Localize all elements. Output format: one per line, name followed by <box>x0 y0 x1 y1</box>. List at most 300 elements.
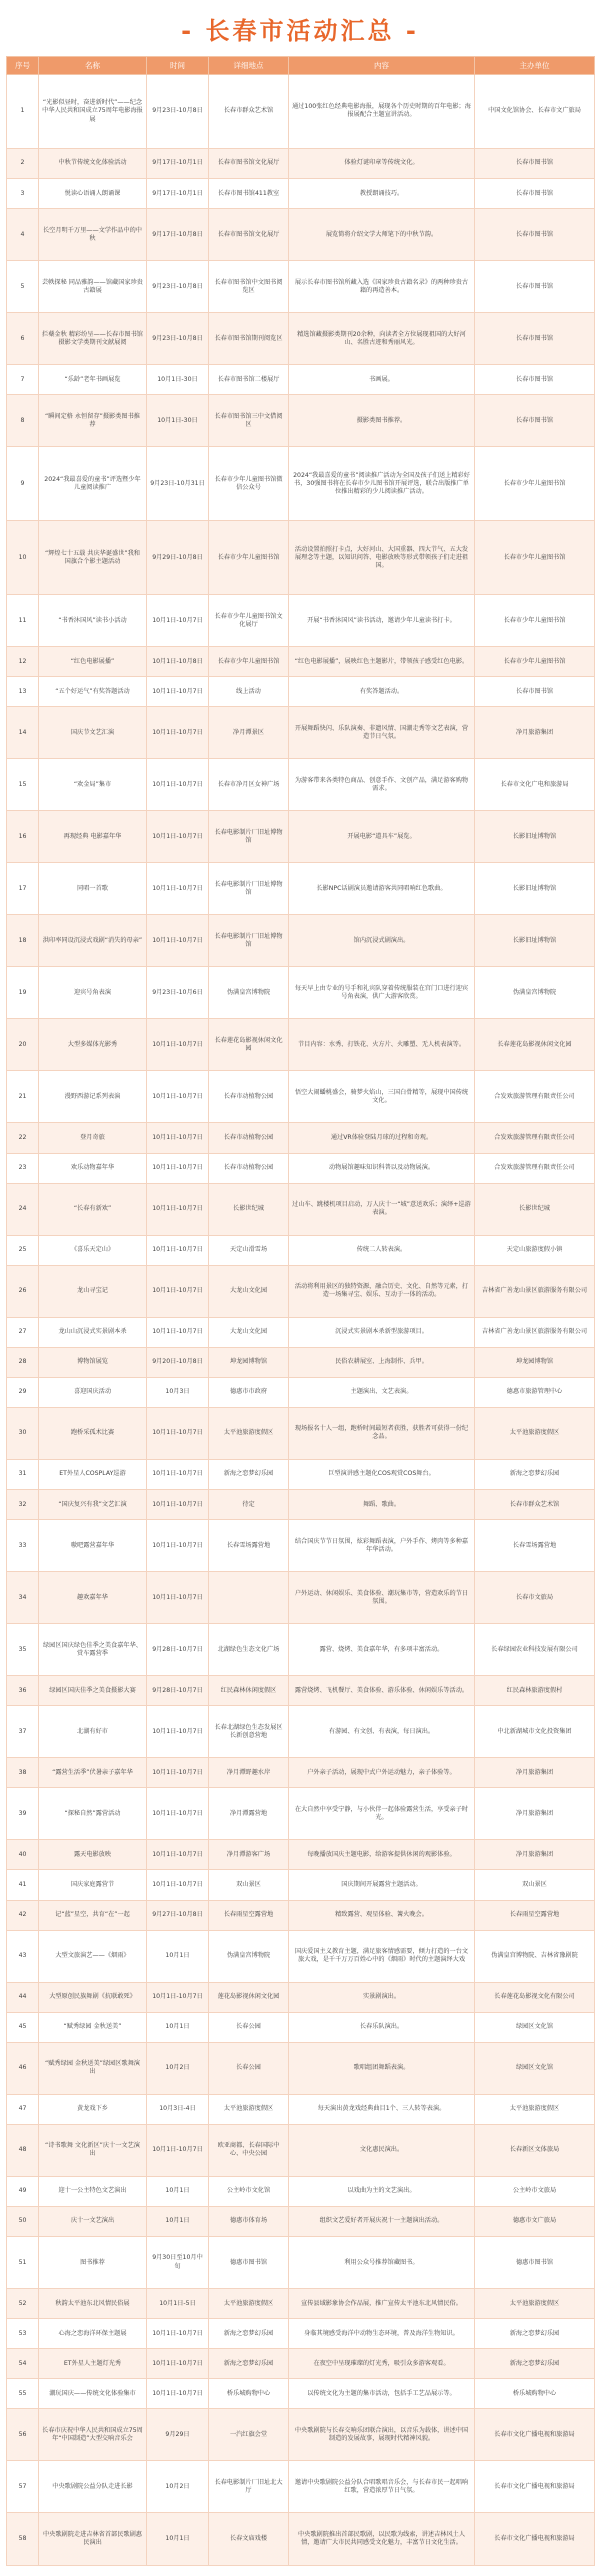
table-row <box>7 2237 595 2289</box>
cell-content: 悟空大闹蟠桃盛会，骑梦火焰山，三国白骨精等，展现中国传统文化。 <box>289 1071 475 1123</box>
cell-content: 每天早上由专业的号手和礼宾队穿着传统服装在宫门口进行迎宾号角表演，供广大游客欣赏。 <box>289 967 475 1019</box>
cell-time: 9月23日-10月6日 <box>147 967 209 1019</box>
cell-name: “露营生活季”伏暑亲子嘉年华 <box>39 1758 147 1788</box>
cell-place: 太平池旅游度假区 <box>209 2094 289 2124</box>
table-row <box>7 1265 595 1317</box>
cell-place: 净月潭露营地 <box>209 1788 289 1840</box>
cell-time: 10月1日-10月7日 <box>147 1019 209 1071</box>
cell-name: 跑桥采孤术比赛 <box>39 1407 147 1459</box>
cell-place: 待定 <box>209 1490 289 1520</box>
cell-org: 长春市图书馆 <box>475 148 595 178</box>
cell-place: 长春市少年儿童图书馆 <box>209 647 289 677</box>
cell-name: 龙山山沉浸式实景剧本杀 <box>39 1317 147 1347</box>
cell-name: 博物馆展览 <box>39 1347 147 1377</box>
cell-time: 10月1日-10月7日 <box>147 1407 209 1459</box>
cell-time: 10月1日-10月7日 <box>147 2124 209 2176</box>
cell-org: 长春市图书馆 <box>475 395 595 447</box>
cell-name: “长春有新欢” <box>39 1183 147 1235</box>
table-row <box>7 1183 595 1235</box>
cell-name: 嗷吧露营嘉年华 <box>39 1520 147 1572</box>
cell-time: 9月17日-10月1日 <box>147 148 209 178</box>
cell-place: 新海之恋梦幻乐园 <box>209 2349 289 2379</box>
cell-place: 北湖绿色生态文化广场 <box>209 1624 289 1676</box>
cell-org: 净月旅游集团 <box>475 707 595 759</box>
cell-no: 53 <box>7 2319 39 2349</box>
cell-time: 10月1日-10月7日 <box>147 1459 209 1489</box>
cell-no: 20 <box>7 1019 39 1071</box>
table-row <box>7 1317 595 1347</box>
header-name: 名称 <box>39 57 147 75</box>
cell-place: 新海之恋梦幻乐园 <box>209 1459 289 1489</box>
cell-place: 长影世纪城 <box>209 1183 289 1235</box>
cell-place: 长春市群众艺术馆 <box>209 75 289 149</box>
cell-time: 10月1日-10月7日 <box>147 595 209 647</box>
cell-time: 10月1日-10月7日 <box>147 915 209 967</box>
cell-org: 长春市图书馆 <box>475 677 595 707</box>
cell-content: 长影NPC话剧演员邀请游客共同唱响红色歌曲。 <box>289 863 475 915</box>
cell-no: 24 <box>7 1183 39 1235</box>
cell-content: 每天演出黄龙戏经典曲目1个、三人转等表演。 <box>289 2094 475 2124</box>
cell-org: 绿园区文化馆 <box>475 2042 595 2094</box>
cell-name: 大型文旅演艺——《烟雨》 <box>39 1930 147 1982</box>
cell-no: 54 <box>7 2349 39 2379</box>
cell-name: 再现经典 电影嘉年华 <box>39 811 147 863</box>
table-row <box>7 1900 595 1930</box>
cell-name: “乐龄”老年书画展览 <box>39 365 147 395</box>
cell-content: 过山车、跳楼机项目启动，万人庆十一“城”意送欢乐；演绎+巡游表演。 <box>289 1183 475 1235</box>
cell-time: 10月1日-10月7日 <box>147 2319 209 2349</box>
cell-no: 1 <box>7 75 39 149</box>
cell-content: 中央歌剧院与长春交响乐团联合演出，以音乐为载体，讲述中国制造的发展故事，展现时代精神风貌。 <box>289 2409 475 2461</box>
cell-content: 活动设置拍照打卡点，大好河山、大国重器、四大节气、五大发展理念等主题，以知识问答、电影放映等形式带领孩子们走进祖国。 <box>289 521 475 595</box>
table-row <box>7 1706 595 1758</box>
cell-name: 拦蘗金秋 精彩纷呈——长春市图书馆 摄影文学类期刊文献展阅 <box>39 313 147 365</box>
cell-org: 合发欢旅游管理有限责任公司 <box>475 1123 595 1153</box>
cell-content: 民俗农耕展室、上海制作、兵甲。 <box>289 1347 475 1377</box>
table-row <box>7 261 595 313</box>
cell-no: 36 <box>7 1676 39 1706</box>
cell-place: 长春市少年儿童图书馆微信公众号 <box>209 447 289 521</box>
cell-content: 文化惠民演出。 <box>289 2124 475 2176</box>
cell-no: 30 <box>7 1407 39 1459</box>
cell-place: 长春市图书馆中文图书阅览区 <box>209 261 289 313</box>
cell-place: 长春电影制片厂旧址博物馆 <box>209 811 289 863</box>
cell-place: 大龙山文化园 <box>209 1317 289 1347</box>
table-row <box>7 707 595 759</box>
cell-org: 长春市少年儿童图书馆 <box>475 595 595 647</box>
cell-org: 净月旅游集团 <box>475 1840 595 1870</box>
cell-name: “瞬间定格 永恒留存”摄影类图书推荐 <box>39 395 147 447</box>
cell-no: 17 <box>7 863 39 915</box>
cell-no: 43 <box>7 1930 39 1982</box>
header-no: 序号 <box>7 57 39 75</box>
cell-time: 10月1日 <box>147 2176 209 2206</box>
cell-time: 10月1日 <box>147 2206 209 2236</box>
cell-name: 登月奇旅 <box>39 1123 147 1153</box>
cell-place: 长春市图书馆三中文借阅区 <box>209 395 289 447</box>
cell-content: 沉浸式实景剧本杀新型旅游项目。 <box>289 1317 475 1347</box>
table-row <box>7 1071 595 1123</box>
cell-name: “欢金局”集市 <box>39 759 147 811</box>
cell-org: 长春市文化广播电视和旅游局 <box>475 2461 595 2513</box>
cell-time: 9月17日-10月8日 <box>147 209 209 261</box>
cell-place: 红民森林休闲度假区 <box>209 1676 289 1706</box>
cell-name: 中秋节传统文化体验活动 <box>39 148 147 178</box>
cell-no: 10 <box>7 521 39 595</box>
cell-name: 迎十一公主特色文艺演出 <box>39 2176 147 2206</box>
cell-no: 47 <box>7 2094 39 2124</box>
cell-content: 实景剧演出。 <box>289 1982 475 2012</box>
cell-time: 10月1日-10月7日 <box>147 1490 209 1520</box>
cell-time: 10月1日-10月7日 <box>147 1572 209 1624</box>
cell-time: 10月1日-10月7日 <box>147 811 209 863</box>
table-row <box>7 1840 595 1870</box>
cell-time: 9月29日 <box>147 2409 209 2461</box>
table-row <box>7 1982 595 2012</box>
cell-place: 长春市图书馆411教室 <box>209 179 289 209</box>
cell-name: 国庆节文艺汇演 <box>39 707 147 759</box>
cell-no: 40 <box>7 1840 39 1870</box>
cell-org: 中国文化馆协会、长春市文广旅局 <box>475 75 595 149</box>
cell-place: 太平池旅游度假区 <box>209 1407 289 1459</box>
cell-time: 10月1日 <box>147 2513 209 2566</box>
table-row <box>7 1235 595 1265</box>
cell-time: 9月30日至10月中旬 <box>147 2237 209 2289</box>
cell-place: 长春市图书馆二楼展厅 <box>209 365 289 395</box>
cell-place: 长春雪场露营地 <box>209 1520 289 1572</box>
cell-name: “赋秀绿园 金秋送美”绿园区歌舞演出 <box>39 2042 147 2094</box>
cell-no: 41 <box>7 1870 39 1900</box>
cell-no: 11 <box>7 595 39 647</box>
cell-org: 太平池旅游度假区 <box>475 2289 595 2319</box>
cell-name: “诗书歌舞 文化新区”庆十一文艺演出 <box>39 2124 147 2176</box>
cell-place: 长春电影制片厂旧址博物馆 <box>209 915 289 967</box>
cell-time: 10月1日-10月7日 <box>147 1317 209 1347</box>
cell-time: 10月1日-10月7日 <box>147 759 209 811</box>
cell-time: 9月28日-10月7日 <box>147 1676 209 1706</box>
cell-place: 坤龙园博物馆 <box>209 1347 289 1377</box>
table-row <box>7 2124 595 2176</box>
cell-no: 16 <box>7 811 39 863</box>
cell-org: 绿园区文化馆 <box>475 2012 595 2042</box>
cell-time: 10月1日-10月7日 <box>147 1982 209 2012</box>
cell-no: 26 <box>7 1265 39 1317</box>
cell-org: 长春市图书馆 <box>475 179 595 209</box>
cell-name: 迎宾号角表演 <box>39 967 147 1019</box>
cell-content: 户外亲子活动，展现中式户外运动魅力，亲子体验等。 <box>289 1758 475 1788</box>
table-row <box>7 2289 595 2319</box>
cell-content: 每晚播放国庆主题电影，给游客提供休闲的观影体验。 <box>289 1840 475 1870</box>
table-row <box>7 2042 595 2094</box>
cell-org: 长春市文化广电和旅游局 <box>475 759 595 811</box>
table-row <box>7 1870 595 1900</box>
cell-name: 漫野西游记系列表演 <box>39 1071 147 1123</box>
table-row <box>7 179 595 209</box>
cell-content: 主题演出、文艺表演。 <box>289 1377 475 1407</box>
cell-no: 38 <box>7 1758 39 1788</box>
header-place: 详细地点 <box>209 57 289 75</box>
cell-time: 10月1日-10月7日 <box>147 1265 209 1317</box>
cell-name: 喜迎国庆活动 <box>39 1377 147 1407</box>
table-row <box>7 647 595 677</box>
cell-no: 52 <box>7 2289 39 2319</box>
header-content: 内容 <box>289 57 475 75</box>
cell-org: 长春市少年儿童图书馆 <box>475 447 595 521</box>
cell-time: 10月1日-10月7日 <box>147 1235 209 1265</box>
cell-org: 新海之恋梦幻乐园 <box>475 2319 595 2349</box>
cell-name: ET外星人主题灯光秀 <box>39 2349 147 2379</box>
cell-name: 《喜乐天定山》 <box>39 1235 147 1265</box>
cell-place: 一汽红旗会堂 <box>209 2409 289 2461</box>
cell-org: 长春市文旅局 <box>475 1572 595 1624</box>
cell-time: 9月23日-10月8日 <box>147 261 209 313</box>
table-row <box>7 209 595 261</box>
table-header-row <box>7 57 595 75</box>
cell-name: 龙山寻宝记 <box>39 1265 147 1317</box>
cell-content: “红色电影展播”，展映红色主题影片，带领孩子感受红色电影。 <box>289 647 475 677</box>
cell-place: 长春雨星空露营地 <box>209 1900 289 1930</box>
cell-org: 长春市图书馆 <box>475 209 595 261</box>
cell-org: 长春新区文体旅局 <box>475 2124 595 2176</box>
cell-no: 45 <box>7 2012 39 2042</box>
cell-time: 9月23日-10月31日 <box>147 447 209 521</box>
cell-place <box>209 1572 289 1624</box>
cell-time: 10月1日-10月7日 <box>147 1706 209 1758</box>
cell-place: 长春电影制片厂旧址博物馆 <box>209 863 289 915</box>
cell-place: 长春公园 <box>209 2042 289 2094</box>
cell-content: 传统二人转表演。 <box>289 1235 475 1265</box>
cell-time: 10月1日-10月8日 <box>147 647 209 677</box>
cell-name: 记“蓝”星空，共育“在”一起 <box>39 1900 147 1930</box>
cell-no: 18 <box>7 915 39 967</box>
cell-name: 露天电影放映 <box>39 1840 147 1870</box>
cell-content: 通过VR体验登陆月球的过程和奇观。 <box>289 1123 475 1153</box>
cell-time: 10月3日-4日 <box>147 2094 209 2124</box>
cell-time: 10月1日-10月7日 <box>147 1071 209 1123</box>
cell-name: 大型原创民族舞剧《抗联敢死》 <box>39 1982 147 2012</box>
table-row <box>7 75 595 149</box>
table-row <box>7 2461 595 2513</box>
cell-place: 长春公园 <box>209 2012 289 2042</box>
header-time: 时间 <box>147 57 209 75</box>
cell-name: 心海之恋海洋环保主题展 <box>39 2319 147 2349</box>
table-body <box>7 75 595 2566</box>
cell-org: 净月旅游集团 <box>475 1758 595 1788</box>
cell-name: “探秘自然”露营活动 <box>39 1788 147 1840</box>
table-row <box>7 759 595 811</box>
cell-no: 48 <box>7 2124 39 2176</box>
cell-content: 展览简将介绍文学大师笔下的中秋节韵。 <box>289 209 475 261</box>
table-row <box>7 2409 595 2461</box>
cell-content: 体验灯谜印章等传统文化。 <box>289 148 475 178</box>
cell-name: 秋韵太平池东北风情民俗展 <box>39 2289 147 2319</box>
cell-name: 大型多媒体光影秀 <box>39 1019 147 1071</box>
table-row <box>7 1407 595 1459</box>
cell-time: 10月1日-10月7日 <box>147 1840 209 1870</box>
cell-name: 图书推荐 <box>39 2237 147 2289</box>
table-row <box>7 1676 595 1706</box>
cell-name: “红色电影展播” <box>39 647 147 677</box>
cell-place: 桥乐城购物中心 <box>209 2379 289 2409</box>
cell-org: 长春市少年儿童图书馆 <box>475 647 595 677</box>
cell-content: 通过100张红色经典电影海报，展现各个历史时期的百年电影；海报展配合主题宣讲活动。 <box>289 75 475 149</box>
cell-time: 10月1日-10月7日 <box>147 2379 209 2409</box>
cell-no: 51 <box>7 2237 39 2289</box>
cell-content: 宣传县域影象协会作品展，推广宣传太平池东北风情民俗。 <box>289 2289 475 2319</box>
cell-no: 21 <box>7 1071 39 1123</box>
cell-org: 长春市图书馆 <box>475 313 595 365</box>
cell-name: “国庆复兴有我”文艺汇演 <box>39 1490 147 1520</box>
table-row <box>7 1019 595 1071</box>
cell-place: 新海之恋梦幻乐园 <box>209 2319 289 2349</box>
cell-place: 长春市少年儿童图书馆 <box>209 521 289 595</box>
cell-time: 10月1日-30日 <box>147 395 209 447</box>
cell-name: 绿园区国庆绿色佳季之美食嘉年华、赏车露营季 <box>39 1624 147 1676</box>
cell-name: 2024“我最喜爱的童书”评选暨少年儿童阅读推广 <box>39 447 147 521</box>
cell-content: 露营、烧烤、美食嘉年华，有多项丰富活动。 <box>289 1624 475 1676</box>
table-row <box>7 1624 595 1676</box>
table-row <box>7 2379 595 2409</box>
cell-content: 露营烧烤、飞机餐厅、美食体验、游乐体验、休闲娱乐等活动。 <box>289 1676 475 1706</box>
page-title: - 长春市活动汇总 - <box>181 16 419 45</box>
cell-name: “五个好运气”有奖答题活动 <box>39 677 147 707</box>
cell-place: 太平池旅游度假区 <box>209 2289 289 2319</box>
cell-content: 在夜空中呈现璀璨的灯光秀，吸引众多游客观看。 <box>289 2349 475 2379</box>
cell-content: 节目内容：水秀、打铁花、火方片、火雕塑、无人机表演等。 <box>289 1019 475 1071</box>
cell-content: 利用公众号推荐馆藏图书。 <box>289 2237 475 2289</box>
cell-place: 长春市图书馆文化展厅 <box>209 209 289 261</box>
cell-time: 10月3日 <box>147 1377 209 1407</box>
cell-no: 19 <box>7 967 39 1019</box>
cell-name: 长春市庆祝中华人民共和国成立75周年“中国制造”大型交响音乐会 <box>39 2409 147 2461</box>
cell-place: 欧亚商都、长春国际中心、中央公园 <box>209 2124 289 2176</box>
cell-no: 31 <box>7 1459 39 1489</box>
cell-no: 57 <box>7 2461 39 2513</box>
cell-no: 23 <box>7 1153 39 1183</box>
cell-org: 长影旧址博物馆 <box>475 915 595 967</box>
cell-place: 长春莲花岛影视休闲文化园 <box>209 1019 289 1071</box>
cell-no: 5 <box>7 261 39 313</box>
cell-content: 户外运动、休闲娱乐、美食体验、潮玩集市等，营造欢乐的节日氛围。 <box>289 1572 475 1624</box>
cell-org: 公主岭市文旅局 <box>475 2176 595 2206</box>
cell-content: 馆内沉浸式剧演出。 <box>289 915 475 967</box>
cell-name: 中央歌剧院走进吉林省首部民歌剧惠民演出 <box>39 2513 147 2566</box>
cell-content: 中央歌剧院推出首部民歌剧，以民歌为线索，讲述吉林风土人情，邀请广大市民共同感受文化魅力，丰富节日文化生活。 <box>289 2513 475 2566</box>
table-row <box>7 1788 595 1840</box>
cell-place: 长春市动植物公园 <box>209 1153 289 1183</box>
cell-content: 为游客带来各类特色商品、创意手作、文创产品，满足游客购物需求。 <box>289 759 475 811</box>
cell-content: 邀请中央歌剧院公益分队合唱歌唱音乐会，与长春市民一起唱响红歌，营造浓厚节日气氛。 <box>289 2461 475 2513</box>
table-row <box>7 2319 595 2349</box>
cell-time: 10月1日-10月7日 <box>147 1520 209 1572</box>
cell-org: 新海之恋梦幻乐园 <box>475 2349 595 2379</box>
cell-content: 国庆期间开展露营主题活动。 <box>289 1870 475 1900</box>
cell-org: 长春市文化广播电视和旅游局 <box>475 2513 595 2566</box>
cell-time: 10月1日-10月7日 <box>147 1123 209 1153</box>
cell-no: 35 <box>7 1624 39 1676</box>
cell-no: 58 <box>7 2513 39 2566</box>
cell-org: 桥乐城购物中心 <box>475 2379 595 2409</box>
cell-name: 国庆家庭露营节 <box>39 1870 147 1900</box>
cell-time: 9月17日-10月1日 <box>147 179 209 209</box>
cell-name: 悦读心语诵人朗诵课 <box>39 179 147 209</box>
cell-name: “光影似昼时，奋进新时代”——纪念中华人民共和国成立75周年电影海报展 <box>39 75 147 149</box>
cell-org: 合发欢旅游管理有限责任公司 <box>475 1153 595 1183</box>
table-row <box>7 2513 595 2566</box>
cell-time: 10月1日-10月7日 <box>147 2349 209 2379</box>
cell-no: 13 <box>7 677 39 707</box>
cell-org: 德惠市文广旅局 <box>475 2206 595 2236</box>
cell-content: 巨型演讲感主题化COS观赏COS舞台。 <box>289 1459 475 1489</box>
cell-place: 天定山滑雪场 <box>209 1235 289 1265</box>
cell-place: 长春市图书馆期刊阅览区 <box>209 313 289 365</box>
table-row <box>7 811 595 863</box>
table-row <box>7 2012 595 2042</box>
cell-content: 摄影类图书推荐。 <box>289 395 475 447</box>
table-row <box>7 1377 595 1407</box>
cell-name: 芸帙探秘 同品雅韵——馆藏国家珍贵古籍展 <box>39 261 147 313</box>
cell-no: 22 <box>7 1123 39 1153</box>
table-row <box>7 1572 595 1624</box>
cell-org: 长春市图书馆 <box>475 261 595 313</box>
cell-name: 洪印率同设沉浸式戏剧“消失的母亲” <box>39 915 147 967</box>
table-row <box>7 1758 595 1788</box>
cell-place: 长春文庙戏楼 <box>209 2513 289 2566</box>
table-row <box>7 1459 595 1489</box>
cell-place: 双山景区 <box>209 1870 289 1900</box>
cell-no: 37 <box>7 1706 39 1758</box>
cell-no: 2 <box>7 148 39 178</box>
cell-time: 10月1日-10月7日 <box>147 1758 209 1788</box>
table-row <box>7 148 595 178</box>
cell-no: 28 <box>7 1347 39 1377</box>
cell-place: 大龙山文化园 <box>209 1265 289 1317</box>
cell-no: 15 <box>7 759 39 811</box>
cell-org: 德惠市旅游管理中心 <box>475 1377 595 1407</box>
cell-no: 34 <box>7 1572 39 1624</box>
cell-place: 长春市动植物公园 <box>209 1123 289 1153</box>
cell-place: 长春市少年儿童图书馆文化展厅 <box>209 595 289 647</box>
cell-content: 2024“我最喜爱的童书”阅读推广活动为全国及孩子们送上精彩好书，30强图书将在长春市少儿图书馆开展评选，联合出版推广单位推出精彩的少儿阅读推广活动。 <box>289 447 475 521</box>
table-row <box>7 1520 595 1572</box>
cell-name: 黄龙戏下乡 <box>39 2094 147 2124</box>
cell-content: 在大自然中享受宁静，与小伙伴一起体验露营生活，享受亲子时光。 <box>289 1788 475 1840</box>
cell-place: 德惠市体育场 <box>209 2206 289 2236</box>
cell-time: 10月1日 <box>147 2012 209 2042</box>
cell-content: 身临其境感受海洋中动物生态环境，普及海洋生物知识。 <box>289 2319 475 2349</box>
cell-no: 27 <box>7 1317 39 1347</box>
table-row <box>7 967 595 1019</box>
cell-name: 欢乐动物嘉年华 <box>39 1153 147 1183</box>
cell-no: 12 <box>7 647 39 677</box>
cell-time: 10月1日-10月7日 <box>147 677 209 707</box>
table-row <box>7 1123 595 1153</box>
table-row <box>7 395 595 447</box>
cell-org: 净月旅游集团 <box>475 1788 595 1840</box>
cell-content: 结合国庆节节日氛围，炫彩舞蹈表演，户外手作、烤肉等多种嘉年华活动。 <box>289 1520 475 1572</box>
cell-content: 展示长春市图书馆所藏入选《国家珍贵古籍名录》的两种珍贵古籍的再造善本。 <box>289 261 475 313</box>
cell-org: 长春莲花岛影视文化有限公司 <box>475 1982 595 2012</box>
cell-place: 公主岭市文化馆 <box>209 2176 289 2206</box>
cell-place: 长春市图书馆文化展厅 <box>209 148 289 178</box>
cell-org: 太平池旅游度假区 <box>475 1407 595 1459</box>
cell-content: 开展舞蹈快闪、乐队演奏、非遗风情、国潮走秀等文艺表演，营造节日气氛。 <box>289 707 475 759</box>
cell-org: 长影旧址博物馆 <box>475 863 595 915</box>
cell-no: 39 <box>7 1788 39 1840</box>
table-row <box>7 2094 595 2124</box>
cell-content: 教授朗诵技巧。 <box>289 179 475 209</box>
cell-content: 以传统文化为主题的集市活动，包括手工艺品展示等。 <box>289 2379 475 2409</box>
